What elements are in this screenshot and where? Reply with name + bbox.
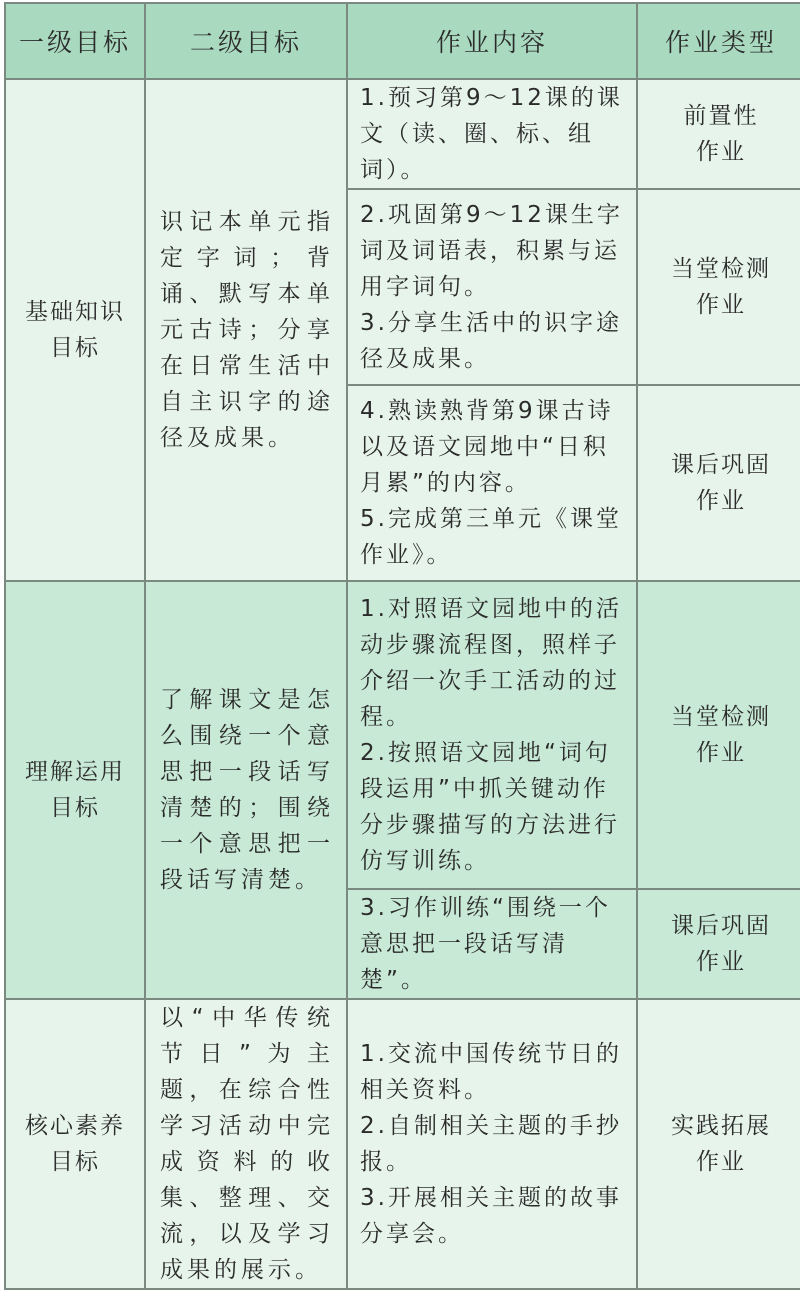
level2-goal-cell: 了解课文是怎么围绕一个意思把一段话写清楚的；围绕一个意思把一段话写清楚。 (145, 581, 347, 999)
content-item: 2.巩固第9～12课生字词及词语表，积累与运用字词句。 (360, 202, 623, 300)
type-line: 作业 (696, 1149, 746, 1175)
header-type: 作业类型 (637, 3, 800, 79)
header-level2: 二级目标 (145, 3, 347, 79)
content-item: 1.预习第9～12课的课文（读、圈、标、组词）。 (360, 85, 623, 183)
content-cell (347, 79, 637, 189)
type-line: 当堂检测 (671, 256, 771, 282)
level2-goal-cell: 以“中华传统节日”为主题，在综合性学习活动中完成资料的收集、整理、交流，以及学习成果的展示。 (145, 999, 347, 1289)
type-line: 作业 (696, 292, 746, 318)
level1-goal-cell (5, 581, 145, 999)
content-item: 3.开展相关主题的故事分享会。 (360, 1185, 622, 1247)
content-item: 5.完成第三单元《课堂作业》。 (360, 506, 622, 568)
content-item: 4.熟读熟背第9课古诗以及语文园地中“日积月累”的内容。 (360, 398, 614, 496)
level1-goal-line: 理解运用 (25, 759, 125, 785)
content-cell (347, 385, 637, 581)
type-cell (637, 999, 800, 1289)
content-item: 3.分享生活中的识字途径及成果。 (360, 310, 622, 372)
type-line: 实践拓展 (671, 1113, 771, 1139)
type-cell (637, 581, 800, 889)
type-line: 前置性 (683, 103, 759, 129)
content-cell (347, 999, 637, 1289)
content-item: 1.交流中国传统节日的相关资料。 (360, 1041, 622, 1103)
table-row (5, 581, 800, 889)
level1-goal-cell (5, 999, 145, 1289)
type-line: 作业 (696, 139, 746, 165)
type-line: 作业 (696, 949, 746, 975)
type-line: 课后巩固 (671, 913, 771, 939)
content-item: 1.对照语文园地中的活动步骤流程图，照样子介绍一次手工活动的过程。 (360, 596, 622, 730)
content-cell (347, 189, 637, 385)
type-line: 当堂检测 (671, 704, 771, 730)
level2-goal-cell: 识记本单元指定字词；背诵、默写本单元古诗；分享在日常生活中自主识字的途径及成果。 (145, 79, 347, 581)
type-line: 作业 (696, 740, 746, 766)
header-row (5, 3, 800, 79)
level1-goal-cell (5, 79, 145, 581)
content-cell (347, 889, 637, 999)
homework-design-table (4, 2, 800, 1290)
level1-goal-line: 目标 (50, 795, 100, 821)
header-content: 作业内容 (347, 3, 637, 79)
type-line: 作业 (696, 488, 746, 514)
table-row (5, 79, 800, 189)
content-item: 2.按照语文园地“词句段运用”中抓关键动作分步骤描写的方法进行仿写训练。 (360, 740, 620, 874)
level1-goal-line: 核心素养 (25, 1113, 125, 1139)
type-cell (637, 189, 800, 385)
type-cell (637, 79, 800, 189)
type-line: 课后巩固 (671, 452, 771, 478)
level1-goal-line: 目标 (50, 1149, 100, 1175)
type-cell (637, 385, 800, 581)
header-level1: 一级目标 (5, 3, 145, 79)
content-cell (347, 581, 637, 889)
table-row (5, 999, 800, 1289)
content-item: 2.自制相关主题的手抄报。 (360, 1113, 622, 1175)
level1-goal-line: 基础知识 (25, 299, 125, 325)
content-item: 3.习作训练“围绕一个意思把一段话写清楚”。 (360, 895, 611, 993)
level1-goal-line: 目标 (50, 335, 100, 361)
type-cell (637, 889, 800, 999)
